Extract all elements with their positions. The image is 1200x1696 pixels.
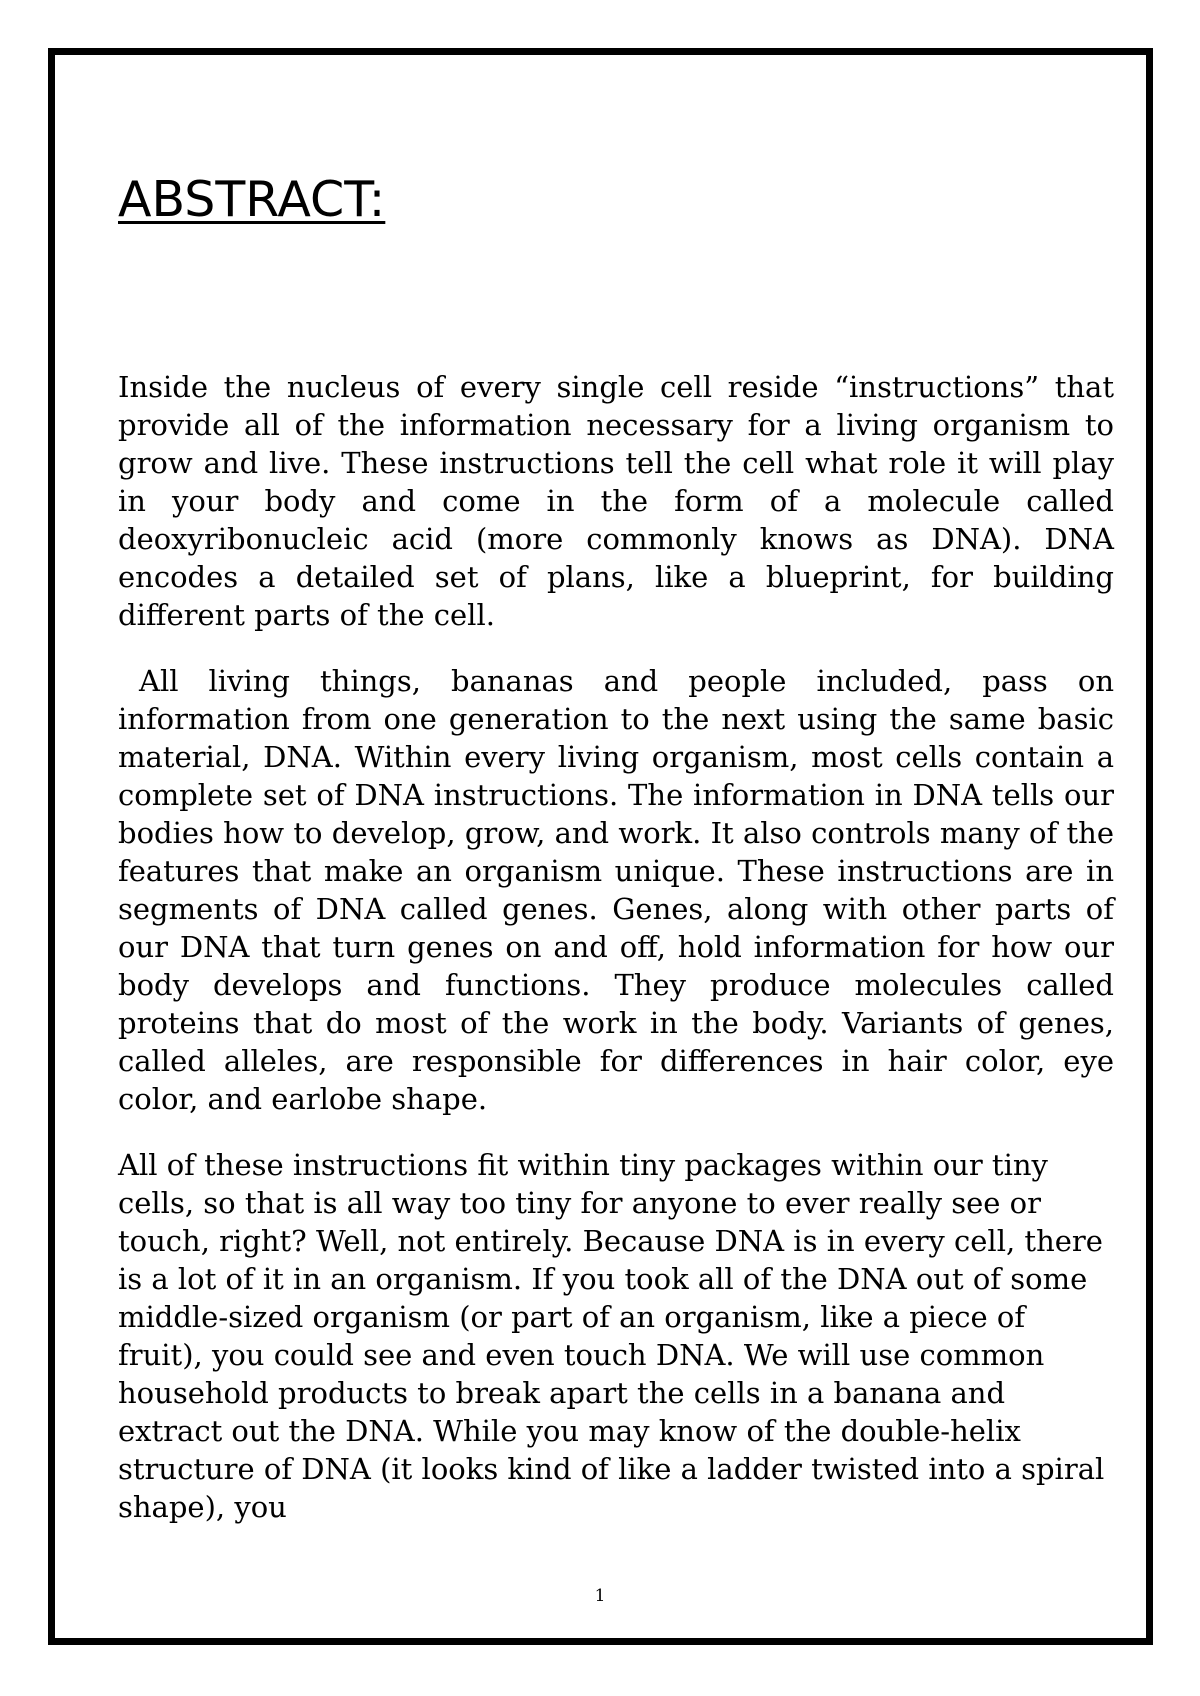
abstract-heading: ABSTRACT: [118, 171, 386, 228]
document-body [118, 368, 1114, 1554]
page-number: 1 [594, 1586, 606, 1606]
paragraph-dna-instructions: Inside the nucleus of every single cell reside “instructions” that provide all of the information necessary for a living organism to grow and live. These instructions tell the cell what role it will play in your body and come in the form of a molecule called deoxyribonucleic acid (more commonly knows as DNA). DNA encodes a detailed set of plans, like a blueprint, for building different parts of the cell. [118, 370, 1114, 632]
paragraph-tiny-packages: All of these instructions fit within tiny packages within our tiny cells, so that is all way too tiny for anyone to ever really see or touch, right? Well, not entirely. Because DNA is in every cell, there is a lot of it in an organism. If you took all of the DNA out of some middle-sized organism (or part of an organism, like a piece of fruit), you could see and even touch DNA. We will use common household products to break apart the cells in a banana and extract out the DNA. While you may know of the double-helix structure of DNA (it looks kind of like a ladder twisted into a spiral shape), you [118, 1148, 1105, 1524]
paragraph-living-things: All living things, bananas and people included, pass on information from one generation to the next using the same basic material, DNA. Within every living organism, most cells contain a complete set of DNA instructions. The information in DNA tells our bodies how to develop, grow, and work. It also controls many of the features that make an organism unique. These instructions are in segments of DNA called genes. Genes, along with other parts of our DNA that turn genes on and off, hold information for how our body develops and functions. They produce molecules called proteins that do most of the work in the body. Variants of genes, called alleles, are responsible for differences in hair color, eye color, and earlobe shape. [118, 664, 1114, 1116]
